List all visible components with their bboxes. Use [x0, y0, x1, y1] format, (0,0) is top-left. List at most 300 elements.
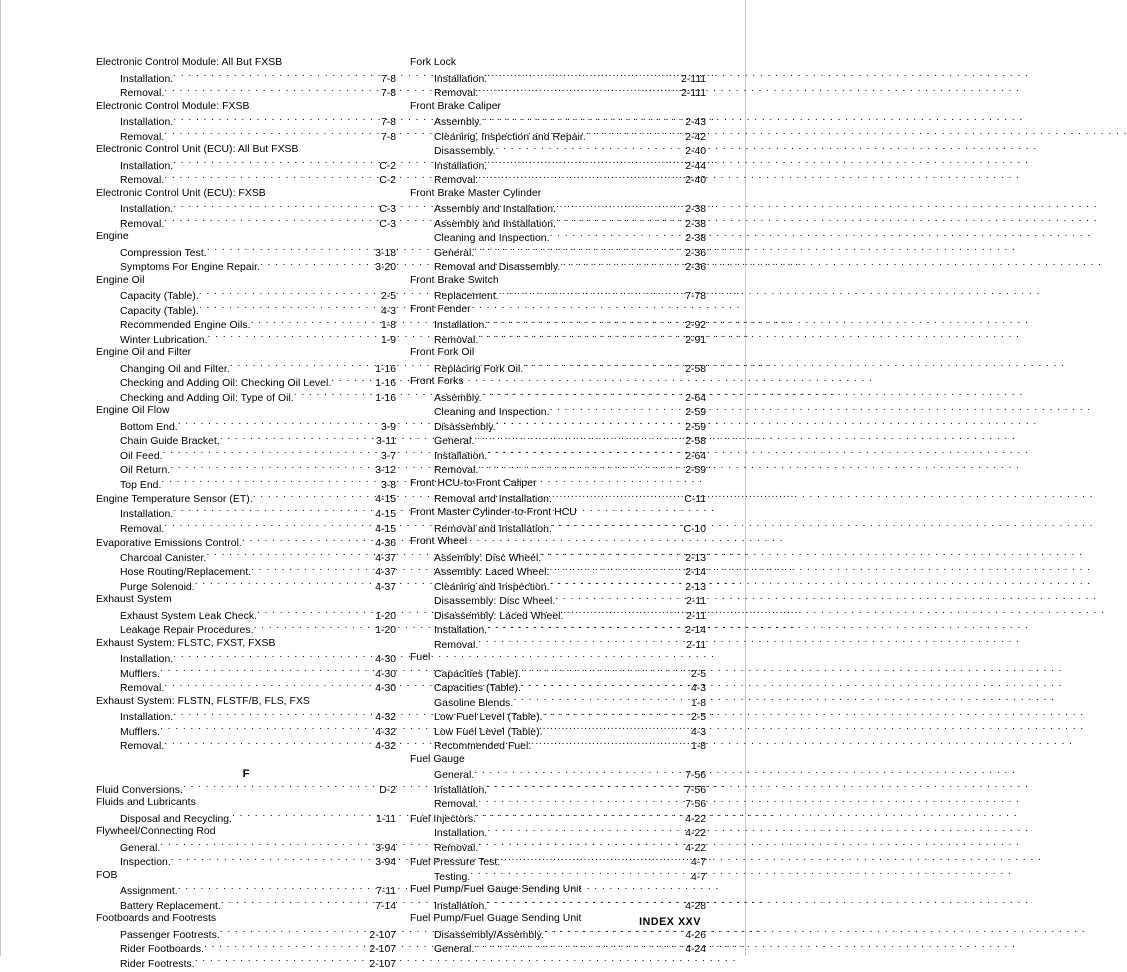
entry-page-number: 4-30 — [375, 683, 396, 695]
entry-title: Removal. — [434, 334, 479, 346]
index-entry-subitem[interactable] — [96, 332, 396, 347]
entry-page-number: 4-37 — [375, 567, 396, 579]
entry-title: Cleaning, Inspection and Repair. — [434, 131, 586, 143]
entry-title: Fluid Conversions. — [96, 784, 183, 796]
entry-title: Electronic Control Unit (ECU): FXSB — [96, 187, 266, 199]
entry-title: General. — [434, 436, 475, 448]
entry-title: Front Fender — [410, 303, 471, 315]
entry-page-number: 2-38 — [685, 218, 706, 230]
dot-leader — [251, 564, 374, 575]
entry-page-number: 4-22 — [685, 828, 706, 840]
entry-title: Installation. — [120, 712, 174, 724]
entry-title: Installation. — [120, 508, 174, 520]
entry-page-number: 4-24 — [685, 944, 706, 956]
dot-leader — [195, 579, 375, 590]
entry-title: Disassembly. — [434, 421, 496, 433]
dot-leader — [164, 680, 374, 691]
dot-leader — [513, 695, 690, 706]
entry-title: Engine Oil Flow — [96, 405, 170, 417]
entry-page-number: 4-15 — [375, 494, 396, 506]
dot-leader — [556, 216, 684, 227]
dot-leader — [163, 448, 380, 459]
entry-page-number: 1-16 — [375, 363, 396, 375]
entry-title: Leakage Repair Procedures. — [120, 625, 254, 637]
entry-title: Exhaust System: FLSTC, FXST, FXSB — [96, 637, 276, 649]
entry-page-number: 3-12 — [375, 465, 396, 477]
entry-title: Cleaning and Inspection. — [434, 581, 550, 593]
entry-page-number: 4-22 — [685, 842, 706, 854]
entry-title: FOB — [96, 869, 118, 881]
entry-title: Removal. — [120, 683, 165, 695]
index-entry-subitem[interactable] — [96, 956, 396, 971]
entry-title: Checking and Adding Oil: Checking Oil Level. — [120, 378, 332, 390]
dot-leader — [253, 491, 374, 502]
dot-leader — [164, 172, 378, 183]
dot-leader — [257, 608, 374, 619]
dot-leader — [478, 462, 684, 473]
dot-leader — [221, 898, 374, 909]
entry-title: Disassembly/Assembly. — [434, 929, 544, 941]
entry-title: Assembly. — [434, 392, 482, 404]
dot-leader — [487, 782, 684, 793]
entry-title: Fuel — [410, 652, 431, 664]
entry-title: Installation. — [120, 654, 174, 666]
entry-title: Disassembly: Laced Wheel. — [434, 610, 564, 622]
entry-title: Installation. — [120, 73, 174, 85]
dot-leader — [560, 259, 684, 270]
entry-page-number: D-2 — [379, 784, 396, 796]
entry-title: Front Wheel — [410, 536, 468, 548]
entry-page-number: 4-30 — [375, 668, 396, 680]
dot-leader — [170, 462, 374, 473]
dot-leader — [521, 666, 690, 677]
dot-leader — [478, 637, 685, 648]
entry-title: Mufflers. — [120, 726, 161, 738]
entry-page-number: 1-11 — [375, 813, 396, 825]
dot-leader — [550, 579, 685, 590]
dot-leader — [160, 840, 374, 851]
entry-page-number: 7-78 — [685, 291, 706, 303]
entry-page-number: 2-59 — [685, 465, 706, 477]
entry-page-number: 7-8 — [380, 117, 396, 129]
entry-page-number: 2-11 — [685, 610, 706, 622]
entry-page-number: 2-64 — [685, 392, 706, 404]
entry-title: Removal and Installation. — [434, 523, 552, 535]
dot-leader — [487, 898, 684, 909]
dot-leader — [487, 825, 684, 836]
entry-title: Installation. — [120, 117, 174, 129]
entry-page-number: 2-92 — [685, 320, 706, 332]
entry-title: Fork Lock — [410, 57, 457, 68]
entry-title: Evaporative Emissions Control. — [96, 538, 242, 550]
entry-title: Installation. — [120, 204, 174, 216]
entry-title: Passenger Footrests. — [120, 929, 220, 941]
entry-page-number: 4-37 — [375, 552, 396, 564]
entry-page-number: C-2 — [379, 175, 396, 187]
dot-leader — [199, 303, 380, 314]
dot-leader — [207, 245, 374, 256]
dot-leader — [161, 477, 380, 488]
entry-title: General. — [434, 944, 475, 956]
entry-title: Recommended Fuel. — [434, 741, 532, 753]
entry-title: General. — [120, 842, 161, 854]
entry-title: Gasoline Blends. — [434, 697, 514, 709]
entry-title: Mufflers. — [120, 668, 161, 680]
entry-page-number: 2-58 — [685, 436, 706, 448]
entry-title: Compression Test. — [120, 247, 207, 259]
entry-page-number: 4-32 — [375, 726, 396, 738]
entry-title: General. — [434, 770, 475, 782]
dot-leader — [487, 622, 684, 633]
entry-title: Footboards and Footrests — [96, 913, 217, 925]
entry-title: Top End. — [120, 479, 162, 491]
entry-title: Installation. — [434, 625, 488, 637]
dot-leader — [183, 782, 378, 793]
index-entry-subitem[interactable] — [96, 259, 396, 274]
index-entry-subitem[interactable] — [96, 85, 396, 100]
dot-leader — [482, 114, 685, 125]
dot-leader — [541, 550, 684, 561]
entry-title: Bottom End. — [120, 421, 178, 433]
dot-leader — [220, 927, 369, 938]
dot-leader — [199, 288, 380, 299]
dot-leader — [476, 811, 684, 822]
index-entry-subitem[interactable] — [96, 390, 396, 405]
entry-title: Exhaust System: FLSTN, FLSTF/B, FLS, FXS — [96, 695, 310, 707]
dot-leader — [171, 854, 374, 865]
dot-leader — [555, 593, 685, 604]
entry-page-number: 7-8 — [380, 131, 396, 143]
dot-leader — [478, 796, 684, 807]
entry-title: Fuel Pump/Fuel Guage Sending Unit — [410, 913, 582, 925]
entry-title: Exhaust System — [96, 594, 172, 606]
dot-leader — [550, 404, 685, 415]
dot-leader — [173, 201, 378, 212]
entry-title: Removal and Disassembly. — [434, 262, 561, 274]
entry-page-number: 4-3 — [690, 726, 706, 738]
entry-page-number: C-10 — [683, 523, 706, 535]
entry-title: Oil Return. — [120, 465, 171, 477]
entry-page-number: 2-38 — [685, 204, 706, 216]
index-entry-subitem[interactable] — [96, 854, 396, 869]
entry-page-number: 1-20 — [375, 625, 396, 637]
dot-leader — [173, 651, 374, 662]
entry-page-number: 1-16 — [375, 378, 396, 390]
entry-page-number: 2-64 — [685, 450, 706, 462]
index-entry-subitem[interactable] — [96, 172, 396, 187]
index-entry-subitem[interactable] — [96, 129, 396, 144]
entry-title: Engine — [96, 231, 129, 243]
entry-page-number: 2-5 — [690, 712, 706, 724]
dot-leader — [549, 564, 684, 575]
entry-title: Removal. — [120, 741, 165, 753]
entry-title: General. — [434, 247, 475, 259]
entry-page-number: 4-36 — [375, 538, 396, 550]
entry-page-number: 4-3 — [380, 305, 396, 317]
entry-page-number: 1-16 — [375, 392, 396, 404]
entry-page-number: 1-9 — [380, 334, 396, 346]
entry-page-number: 2-5 — [380, 291, 396, 303]
dot-leader — [160, 724, 374, 735]
entry-page-number: 2-13 — [685, 581, 706, 593]
dot-leader — [487, 71, 680, 82]
entry-page-number: 4-7 — [690, 857, 706, 869]
entry-title: Assembly: Laced Wheel. — [434, 567, 550, 579]
entry-page-number: 4-15 — [375, 508, 396, 520]
index-entry-heading[interactable] — [96, 782, 396, 797]
entry-title: Electronic Control Module: All But FXSB — [96, 57, 283, 68]
page-footer: INDEX XXV — [639, 916, 701, 928]
dot-leader — [474, 433, 684, 444]
dot-leader — [173, 114, 380, 125]
index-entry-subitem[interactable] — [96, 738, 396, 753]
entry-title: Installation. — [434, 160, 488, 172]
dot-leader — [531, 738, 690, 749]
dot-leader — [164, 216, 378, 227]
entry-title: Rider Footrests. — [120, 958, 195, 970]
entry-title: Capacities (Table). — [434, 668, 521, 680]
dot-leader — [178, 883, 375, 894]
entry-title: Electronic Control Unit (ECU): All But FXSB — [96, 144, 299, 156]
entry-title: Assignment. — [120, 886, 178, 898]
dot-leader — [173, 71, 380, 82]
dot-leader — [208, 332, 380, 343]
dot-leader — [173, 158, 378, 169]
dot-leader — [294, 390, 374, 401]
entry-page-number: 2-111 — [680, 73, 706, 85]
entry-page-number: C-3 — [379, 204, 396, 216]
entry-page-number: 7-56 — [685, 784, 706, 796]
entry-page-number: 3-8 — [380, 479, 396, 491]
dot-leader — [550, 230, 685, 241]
dot-leader — [470, 869, 690, 880]
entry-title: Replacement. — [434, 291, 499, 303]
entry-title: Cleaning and Inspection. — [434, 407, 550, 419]
entry-title: Engine Temperature Sensor (ET). — [96, 494, 253, 506]
entry-page-number: 2-13 — [685, 552, 706, 564]
entry-page-number: 2-14 — [685, 625, 706, 637]
dot-leader — [500, 854, 690, 865]
entry-title: Hose Routing/Replacement. — [120, 567, 252, 579]
dot-leader — [478, 332, 684, 343]
entry-page-number: 2-36 — [685, 247, 706, 259]
dot-leader — [563, 608, 685, 619]
index-entry-subitem[interactable] — [96, 216, 396, 231]
entry-page-number: 7-8 — [380, 88, 396, 100]
entry-title: Assembly and Installation. — [434, 218, 557, 230]
index-entry-subitem[interactable] — [96, 680, 396, 695]
dot-leader — [487, 317, 684, 328]
entry-title: Low Fuel Level (Table). — [434, 726, 543, 738]
entry-title: Installation. — [434, 828, 488, 840]
dot-leader — [232, 811, 375, 822]
dot-leader — [242, 535, 374, 546]
entry-title: Rider Footboards. — [120, 944, 205, 956]
dot-leader — [543, 709, 690, 720]
entry-page-number: 2-91 — [685, 334, 706, 346]
entry-title: Disposal and Recycling. — [120, 813, 233, 825]
entry-page-number: 3-18 — [375, 247, 396, 259]
entry-title: Fuel Gauge — [410, 753, 465, 765]
entry-page-number: C-3 — [379, 218, 396, 230]
entry-page-number: 4-7 — [690, 871, 706, 883]
index-columns — [1, 56, 747, 970]
dot-leader — [499, 288, 684, 299]
entry-title: Testing. — [434, 871, 471, 883]
entry-title: Engine Oil and Filter — [96, 347, 192, 359]
entry-page-number: 4-28 — [685, 900, 706, 912]
entry-page-number: C-11 — [684, 494, 706, 506]
entry-title: Fuel Pump/Fuel Gauge Sending Unit — [410, 884, 582, 896]
entry-page-number: 7-11 — [375, 886, 396, 898]
dot-leader — [482, 390, 685, 401]
entry-page-number: C-2 — [379, 160, 396, 172]
entry-title: Fluids and Lubricants — [96, 797, 196, 809]
entry-page-number: 4-15 — [375, 523, 396, 535]
entry-title: Removal and Installation. — [434, 494, 552, 506]
entry-page-number: 2-44 — [685, 160, 706, 172]
dot-leader — [487, 448, 684, 459]
entry-title: Removal. — [434, 639, 479, 651]
dot-leader — [544, 927, 684, 938]
entry-title: Flywheel/Connecting Rod — [96, 826, 216, 838]
entry-page-number: 3-9 — [380, 421, 396, 433]
dot-leader — [206, 550, 374, 561]
entry-page-number: 2-14 — [685, 567, 706, 579]
entry-page-number: 4-32 — [375, 741, 396, 753]
entry-title: Inspection. — [120, 857, 171, 869]
entry-title: Removal. — [434, 175, 479, 187]
entry-title: Front Master Cylinder-to-Front HCU — [410, 506, 577, 518]
entry-page-number: 3-94 — [375, 842, 396, 854]
entry-title: Installation. — [434, 320, 488, 332]
dot-leader — [164, 129, 380, 140]
entry-title: Front Brake Switch — [410, 274, 499, 286]
entry-title: Replacing Fork Oil. — [434, 363, 524, 375]
entry-title: Engine Oil — [96, 274, 145, 286]
entry-page-number: 1-8 — [380, 320, 396, 332]
entry-page-number: 2-40 — [685, 175, 706, 187]
dot-leader — [474, 767, 684, 778]
index-entry-subitem[interactable] — [96, 622, 396, 637]
entry-page-number: 3-7 — [380, 450, 396, 462]
entry-title: Front Fork Oil — [410, 347, 475, 359]
entry-title: Checking and Adding Oil: Type of Oil. — [120, 392, 294, 404]
entry-title: Installation. — [434, 450, 488, 462]
entry-title: Front HCU-to-Front Caliper — [410, 477, 537, 489]
dot-leader — [178, 419, 380, 430]
entry-page-number: 1-8 — [690, 741, 706, 753]
entry-page-number: 4-26 — [685, 929, 706, 941]
dot-leader — [496, 143, 685, 154]
entry-title: Exhaust System Leak Check. — [120, 610, 258, 622]
dot-leader — [331, 375, 374, 386]
dot-leader — [260, 259, 374, 270]
entry-page-number: 2-11 — [685, 596, 706, 608]
entry-title: Removal. — [120, 523, 165, 535]
dot-leader — [523, 361, 684, 372]
dot-leader — [496, 419, 685, 430]
entry-title: Capacities (Table). — [434, 683, 521, 695]
dot-leader — [220, 433, 375, 444]
entry-page-number: 2-42 — [685, 131, 706, 143]
entry-title: Disassembly: Disc Wheel. — [434, 596, 556, 608]
entry-page-number: 4-22 — [685, 813, 706, 825]
dot-leader — [230, 361, 374, 372]
entry-title: Winter Lubrication. — [120, 334, 208, 346]
index-entry-subitem[interactable] — [96, 811, 396, 826]
entry-title: Installation. — [434, 900, 488, 912]
entry-page-number: 2-5 — [690, 668, 706, 680]
entry-title: Recommended Engine Oils. — [120, 320, 251, 332]
entry-title: Assembly and Installation. — [434, 204, 557, 216]
entry-page-number: 3-20 — [375, 262, 396, 274]
dot-leader — [478, 840, 684, 851]
entry-title: Assembly: Disc Wheel. — [434, 552, 542, 564]
entry-page-number: 2-107 — [369, 944, 396, 956]
dot-leader — [195, 956, 369, 967]
entry-title: Oil Feed. — [120, 450, 163, 462]
entry-page-number: 3-11 — [375, 436, 396, 448]
dot-leader — [487, 158, 684, 169]
entry-page-number: 7-14 — [375, 900, 396, 912]
entry-page-number: 2-40 — [685, 146, 706, 158]
dot-leader — [543, 724, 690, 735]
dot-leader — [254, 622, 375, 633]
entry-page-number: 2-36 — [685, 262, 706, 274]
entry-title: Removal. — [434, 88, 479, 100]
entry-page-number: 2-59 — [685, 421, 706, 433]
entry-page-number: 2-11 — [685, 639, 706, 651]
entry-page-number: 2-43 — [685, 117, 706, 129]
entry-page-number: 4-30 — [375, 654, 396, 666]
entry-title: Fuel Pressure Test. — [410, 857, 501, 869]
index-entry-subitem[interactable] — [96, 579, 396, 594]
entry-page-number: 4-3 — [690, 683, 706, 695]
entry-title: Electronic Control Module: FXSB — [96, 100, 250, 112]
entry-title: Removal. — [120, 218, 165, 230]
entry-title: Front Brake Master Cylinder — [410, 187, 542, 199]
entry-page-number: 1-8 — [690, 697, 706, 709]
entry-title: Removal. — [434, 799, 479, 811]
entry-title: Battery Replacement. — [120, 900, 221, 912]
entry-title: Cleaning and Inspection. — [434, 233, 550, 245]
entry-title: Disassembly. — [434, 146, 496, 158]
dot-leader — [164, 738, 374, 749]
entry-title: Chain Guide Bracket. — [120, 436, 220, 448]
entry-title: Symptoms For Engine Repair. — [120, 262, 260, 274]
entry-title: Charcoal Canister. — [120, 552, 207, 564]
dot-leader — [474, 245, 684, 256]
entry-page-number: 2-38 — [685, 233, 706, 245]
entry-title: Front Brake Caliper — [410, 100, 502, 112]
entry-title: Removal. — [434, 465, 479, 477]
dot-leader — [160, 666, 374, 677]
dot-leader — [552, 491, 683, 502]
entry-title: Assembly. — [434, 117, 482, 129]
index-entry-subitem[interactable] — [96, 898, 396, 913]
dot-leader — [552, 521, 683, 532]
dot-leader — [474, 941, 684, 952]
entry-title: Low Fuel Level (Table). — [434, 712, 543, 724]
entry-title: Installation. — [120, 160, 174, 172]
entry-title: Removal. — [120, 175, 165, 187]
entry-title: Capacity (Table). — [120, 305, 199, 317]
dot-leader — [173, 709, 374, 720]
entry-page-number: 1-20 — [375, 610, 396, 622]
entry-page-number: 4-37 — [375, 581, 396, 593]
dot-leader — [164, 521, 374, 532]
